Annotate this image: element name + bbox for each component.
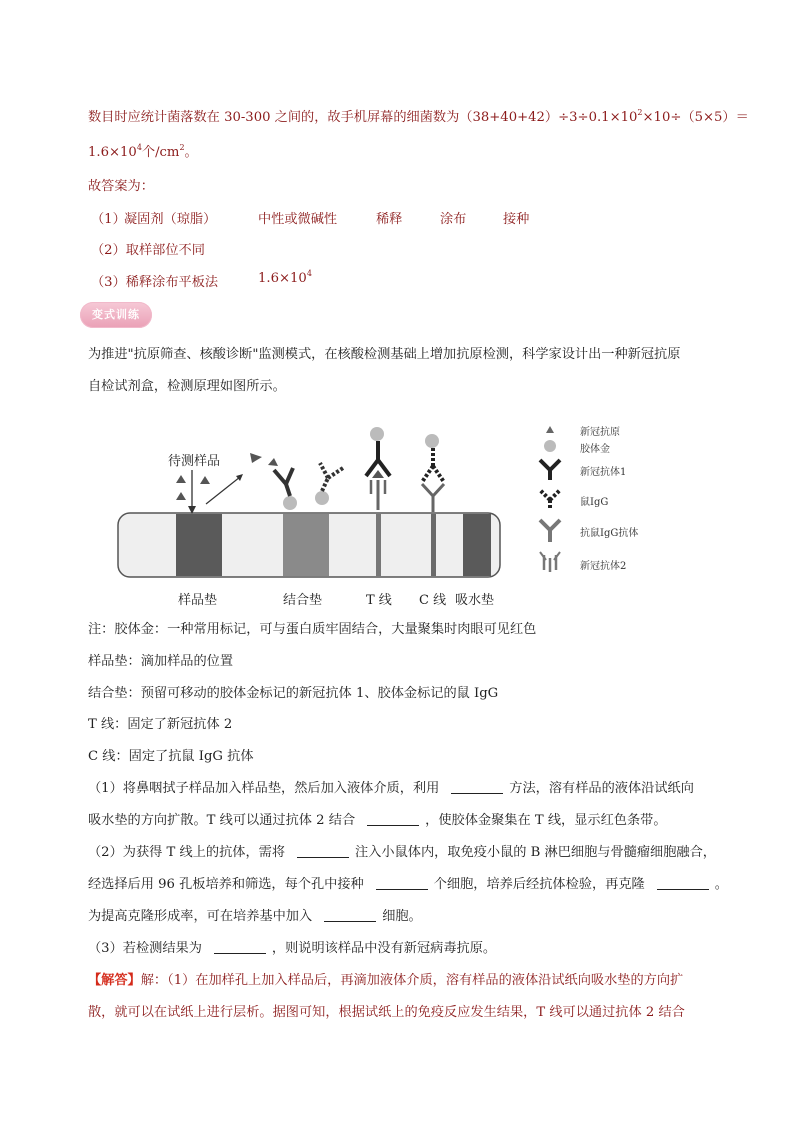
legend-mouse-igg-icon — [540, 490, 560, 510]
answer-blank[interactable] — [324, 907, 376, 922]
answer-line-1: 数目时应统计菌落数在 30-300 之间的，故手机屏幕的细菌数为$(38+40+42)\div 3\div 0.1\times 10^2\times 10\div(5\times 5)=$ — [88, 108, 749, 125]
answer-2: （2）取样部位不同 — [91, 243, 205, 258]
answer-blank[interactable] — [451, 779, 503, 794]
variant-training-badge: 变式训练 — [80, 302, 152, 328]
answer-blank[interactable] — [376, 875, 428, 890]
question-2-line-1: （2）为获得 T 线上的抗体，需将 注入小鼠体内，取免疫小鼠的 B 淋巴细胞与骨髓瘤细胞融合， — [88, 845, 716, 860]
legend-antibody1-icon — [540, 460, 560, 480]
answer-1-item-5: 接种 — [503, 212, 530, 227]
answer-blank[interactable] — [214, 939, 266, 954]
note-4: T 线：固定了新冠抗体 2 — [88, 717, 233, 732]
legend-antigen-icon — [546, 426, 554, 433]
answer-line-2: $1.6\times 10^4$个$/cm^2$。 — [88, 143, 198, 160]
absorbent-pad — [463, 514, 491, 576]
c-line — [431, 514, 436, 576]
solution-line-2: 散，就可以在试纸上进行层析。据图可知，根据试纸上的免疫反应发生结果，T 线可以通过抗体 2 结合 — [88, 1005, 685, 1020]
solution-line-1: 【解答】解：（1）在加样孔上加入样品后，再滴加液体介质，溶有样品的液体沿试纸向吸水垫的方向扩 — [88, 973, 684, 988]
legend-antibody2: 新冠抗体2 — [580, 561, 627, 572]
answer-blank[interactable] — [297, 843, 349, 858]
conjugate-pad — [283, 514, 329, 576]
zone-label-sample-pad: 样品垫 — [178, 593, 218, 608]
sample-label: 待测样品 — [168, 454, 221, 469]
question-2-line-3: 为提高克隆形成率，可在培养基中加入 细胞。 — [88, 909, 422, 924]
zone-label-conjugate-pad: 结合垫 — [283, 593, 323, 608]
intro-line-2: 自检试剂盒，检测原理如图所示。 — [88, 379, 286, 394]
answer-blank[interactable] — [657, 875, 709, 890]
answer-1-item-3: 稀释 — [376, 212, 403, 227]
answer-1-item-1: 凝固剂（琼脂） — [124, 212, 217, 227]
answer-heading: 故答案为： — [88, 179, 154, 194]
legend-gold-icon — [544, 440, 556, 452]
legend-gold: 胶体金 — [580, 444, 610, 455]
note-1: 注：胶体金：一种常用标记，可与蛋白质牢固结合，大量聚集时肉眼可见红色 — [88, 622, 537, 637]
legend-anti-mouse-igg-icon — [540, 520, 560, 542]
legend-anti-mouse-igg: 抗鼠IgG抗体 — [580, 528, 639, 539]
t-line — [376, 514, 381, 576]
legend-antibody2-icon — [540, 552, 560, 572]
note-3: 结合垫：预留可移动的胶体金标记的新冠抗体 1、胶体金标记的鼠 IgG — [88, 686, 499, 701]
question-1-line-2: 吸水垫的方向扩散。T 线可以通过抗体 2 结合 ，使胶体金聚集在 T 线，显示红色条带。 — [88, 813, 667, 828]
zone-label-c-line: C 线 — [419, 593, 447, 608]
answer-3-value: $1.6\times 10^4$ — [258, 269, 312, 286]
question-3: （3）若检测结果为 ，则说明该样品中没有新冠病毒抗原。 — [88, 941, 497, 956]
legend-antibody1: 新冠抗体1 — [580, 467, 627, 478]
answer-blank[interactable] — [367, 811, 419, 826]
zone-label-absorbent-pad: 吸水垫 — [455, 593, 495, 608]
answer-3: （3）稀释涂布平板法 — [91, 275, 219, 290]
answer-1-num: （1） — [91, 212, 126, 227]
answer-1-item-2: 中性或微碱性 — [258, 212, 338, 227]
question-1-line-1: （1）将鼻咽拭子样品加入样品垫，然后加入液体介质，利用 方法，溶有样品的液体沿试纸向 — [88, 781, 694, 796]
note-5: C 线：固定了抗鼠 IgG 抗体 — [88, 749, 254, 764]
answer-1-item-4: 涂布 — [440, 212, 467, 227]
legend-antigen: 新冠抗原 — [580, 427, 620, 438]
test-strip — [118, 513, 500, 577]
intro-line-1: 为推进"抗原筛查、核酸诊断"监测模式，在核酸检测基础上增加抗原检测，科学家设计出一种新冠抗原 — [88, 347, 681, 362]
antigen-icon — [176, 475, 186, 483]
question-2-line-2: 经选择后用 96 孔板培养和筛选，每个孔中接种 个细胞，培养后经抗体检验，再克隆 。 — [88, 877, 728, 892]
legend-mouse-igg: 鼠IgG — [580, 497, 609, 508]
sample-pad — [176, 514, 222, 576]
note-2: 样品垫：滴加样品的位置 — [88, 654, 234, 669]
zone-label-t-line: T 线 — [366, 593, 392, 608]
